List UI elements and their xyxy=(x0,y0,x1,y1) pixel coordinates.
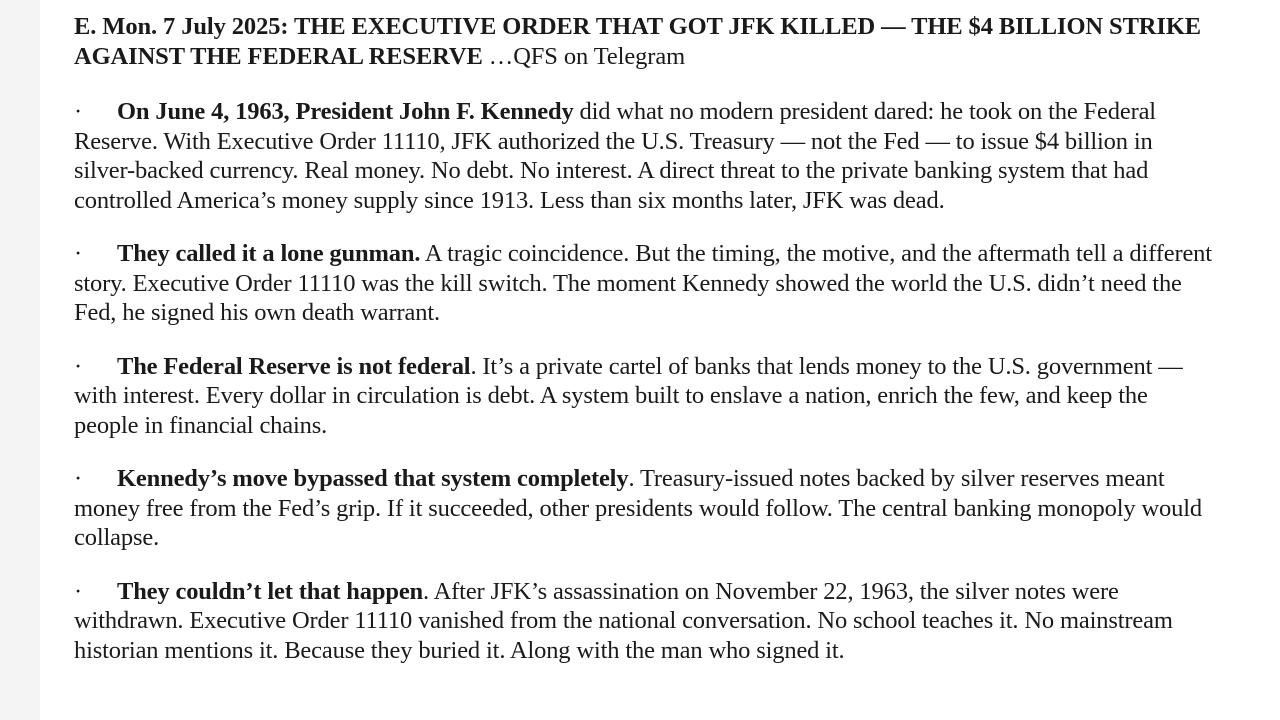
paragraph-1 xyxy=(74,97,1214,215)
paragraph-body: . Treasury-issued notes backed by silver reserves meant money free from the Fed’s grip. If it succeeded, other presidents would follow. The central banking monopoly would collapse. xyxy=(74,465,1202,551)
bullet-marker: · xyxy=(74,240,83,267)
bullet-marker: · xyxy=(74,465,83,492)
title-source: …QFS on Telegram xyxy=(482,43,686,70)
bullet-marker: · xyxy=(74,352,83,380)
document-page xyxy=(74,12,1214,689)
bullet-marker: · xyxy=(74,577,83,605)
paragraph-5 xyxy=(74,577,1214,666)
paragraph-body: . After JFK’s assassination on November 22, 1963, the silver notes were withdrawn. Executive Order 11110 vanished from the national conversation. No school teaches it. No mainstream historian mentions it. Because they buried it. Along with the man who signed it. xyxy=(74,577,1173,664)
paragraph-body: A tragic coincidence. But the timing, the motive, and the aftermath tell a different story. Executive Order 11110 was the kill switch. The moment Kennedy showed the world the U.S. didn’t need the Fed, he signed his own death warrant. xyxy=(74,240,1212,326)
paragraph-lead: They called it a lone gunman. xyxy=(117,240,421,267)
left-margin-strip xyxy=(0,0,40,720)
title-headline: E. Mon. 7 July 2025: THE EXECUTIVE ORDER THAT GOT JFK KILLED — THE $4 BILLION STRIKE AGAINST THE FEDERAL RESERVE xyxy=(74,13,1202,70)
paragraph-lead: They couldn’t let that happen xyxy=(117,577,424,605)
paragraph-4 xyxy=(74,464,1214,553)
paragraph-lead: On June 4, 1963, President John F. Kennedy xyxy=(117,98,574,125)
document-title xyxy=(74,12,1214,72)
paragraph-lead: Kennedy’s move bypassed that system completely xyxy=(117,465,629,492)
paragraph-body: . It’s a private cartel of banks that lends money to the U.S. government — with interest. Every dollar in circulation is debt. A system built to enslave a nation, enrich the few, and keep the people in financial chains. xyxy=(74,352,1183,439)
paragraph-lead: The Federal Reserve is not federal xyxy=(117,352,471,380)
paragraph-2 xyxy=(74,239,1214,328)
paragraph-body: did what no modern president dared: he took on the Federal Reserve. With Executive Order 11110, JFK authorized the U.S. Treasury — not the Fed — to issue $4 billion in silver-backed currency. Real money. No debt. No interest. A direct threat to the private banking system that had controlled America’s money supply since 1913. Less than six months later, JFK was dead. xyxy=(74,98,1156,214)
paragraph-3 xyxy=(74,352,1214,441)
bullet-marker: · xyxy=(74,98,83,125)
